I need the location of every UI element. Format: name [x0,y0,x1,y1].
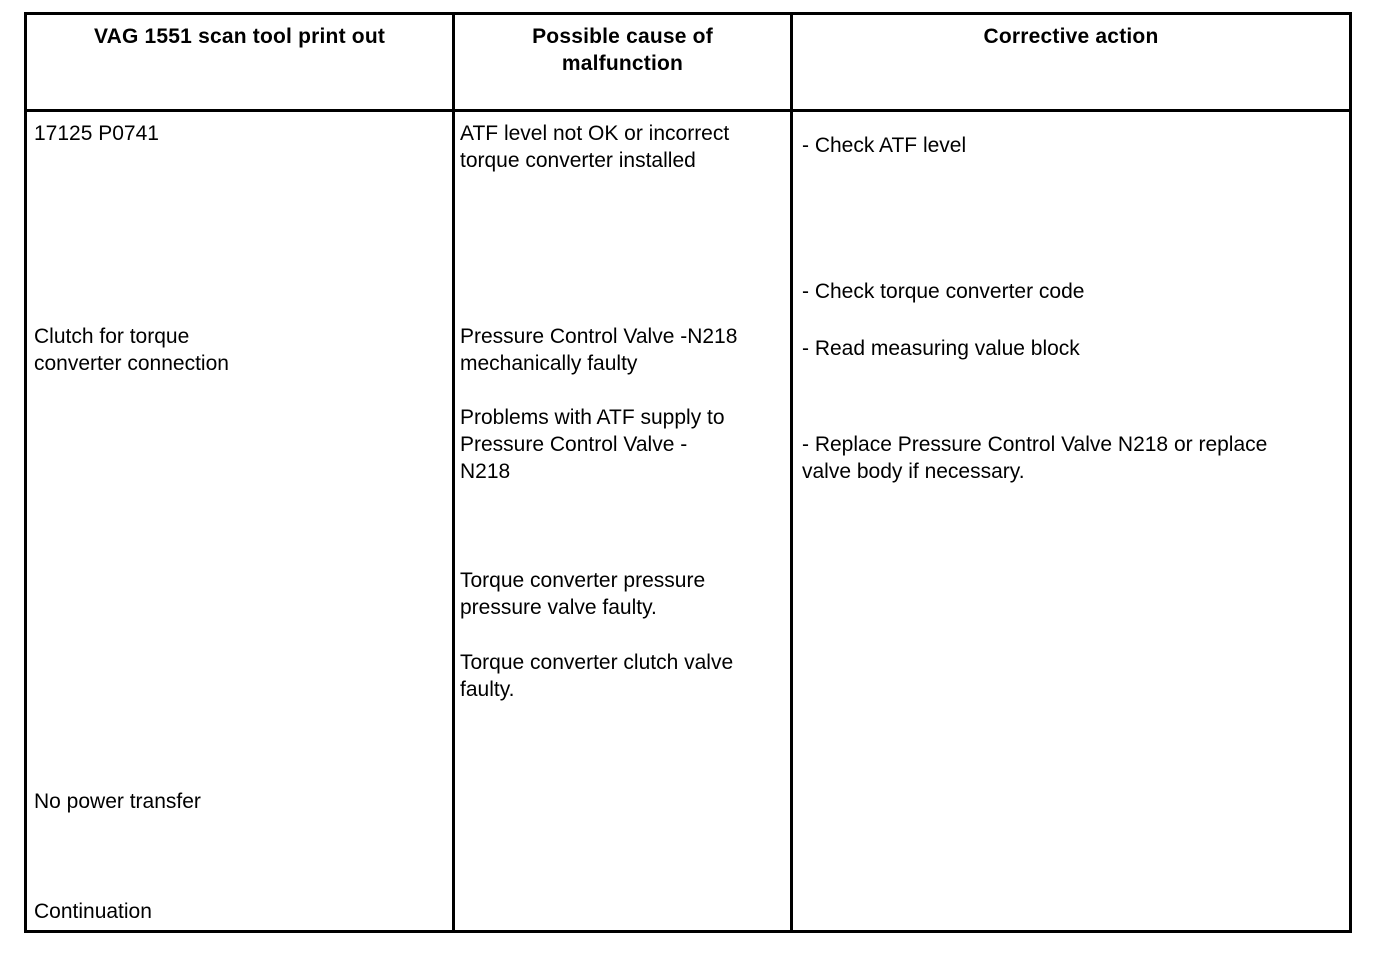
fault-description: Clutch for torque converter connection [34,325,229,375]
fault-code: 17125 P0741 [34,122,159,145]
action-replace-valve: - Replace Pressure Control Valve N218 or replace valve body if necessary. [802,433,1268,483]
cause-valve-mechanical: Pressure Control Valve -N218 mechanically faulty [460,325,738,375]
action-check-converter-code: - Check torque converter code [802,280,1085,303]
cause-atf-level: ATF level not OK or incorrect torque converter installed [460,122,730,172]
action-read-value-block: - Read measuring value block [802,337,1080,360]
header-corrective-action: Corrective action [983,25,1159,48]
column-divider [452,15,455,930]
diagnostic-table [24,12,1352,933]
continuation-label: Continuation [34,900,152,923]
header-divider [27,109,1349,112]
cause-clutch-valve: Torque converter clutch valve faulty. [460,651,734,701]
header-possible-cause: Possible cause of malfunction [532,25,713,75]
header-scan-tool-printout: VAG 1551 scan tool print out [93,25,386,48]
column-divider [790,15,793,930]
action-check-atf: - Check ATF level [802,134,967,157]
cause-pressure-valve: Torque converter pressure pressure valve faulty. [460,569,706,619]
fault-symptom: No power transfer [34,790,201,813]
cause-atf-supply: Problems with ATF supply to Pressure Control Valve - N218 [460,406,725,483]
